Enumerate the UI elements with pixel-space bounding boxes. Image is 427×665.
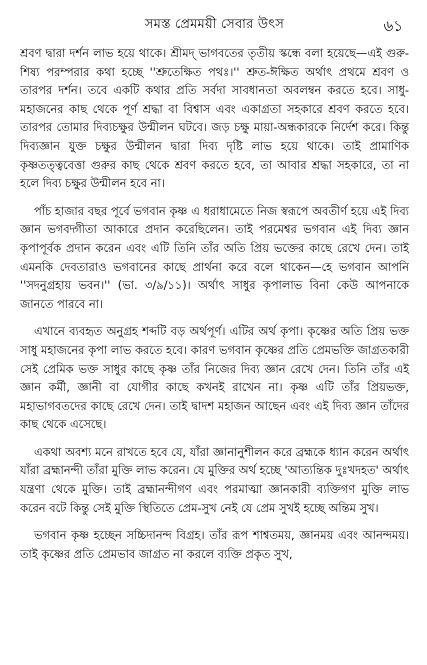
paragraph-5: ভগবান কৃষ্ণ হচ্ছেন সচ্চিদানন্দ বিগ্রহ। তাঁর রূপ শাশ্বতময়, জ্ঞানময় এবং আনন্দময়। তাই কৃষ্ণের প্রতি প্রেমভাব জাগ্রত না করলে ব্যক্তি প্রকৃত সুখ, (20, 528, 409, 561)
page-header (20, 10, 409, 40)
running-title: সমস্ত প্রেমময়ী সেবার উৎস (144, 16, 285, 32)
paragraph-4: একথা অবশ্য মনে রাখতে হবে যে, যাঁরা জ্ঞানানুশীলন করে ব্রহ্মকে ধ্যান করেন অর্থাৎ যাঁরা ব্রহ্মানন্দী তাঁরা মুক্তি লাভ করেন। যে মুক্তির অর্থ হচ্ছে 'আত্যন্তিক দুঃখদহত' অর্থাৎ যন্ত্রণা থেকে মুক্তি। তাই ব্রহ্মানন্দীগণ এবং পরমাত্মা জ্ঞানকারী ব্যক্তিগণ মুক্তি লাভ করেন বটে কিন্তু সেই মুক্তি স্থিতিতে প্রেম-সুখ নেই যে প্রেম সুখই হচ্ছে অন্তিম সুখ। (20, 444, 409, 515)
paragraph-1: শ্রবণ দ্বারা দর্শন লাভ হয়ে থাকে। শ্রীমদ্ ভাগবতের তৃতীয় স্কন্ধে বলা হয়েছে—এই গুরু-শিষ্য পরম্পরার কথা হচ্ছে ''শ্রুতেক্ষিত পথঃ।'' শ্রুত-ঈক্ষিত অর্থাৎ প্রথমে শ্রবণ ও তারপর দর্শন। তবে একটি কথার প্রতি সর্বদা সাবধানতা অবলম্বন করতে হবে। সাধু-মহাজনের কাছ থেকে পূর্ণ শ্রদ্ধা বা বিশ্বাস এবং একাগ্রতা সহকারে শ্রবণ করতে হবে। তারপর তোমার দিব্যচক্ষুর উন্মীলন ঘটবে। জড় চক্ষু মায়া-অন্ধকারকে নির্দেশ করে। কিন্তু দিব্যজ্ঞান যুক্ত চক্ষুর উন্মীলন দ্বারা দিব্য দৃষ্টি লাভ হয়ে থাকে। তাই প্রামাণিক কৃষ্ণতত্ত্ববেত্তা গুরুর কাছ থেকে শ্রবণ করতে হবে, তা আবার শ্রদ্ধা সহকারে, তা না হলে দিব্য চক্ষুর উন্মীলন হবে না। (20, 46, 409, 191)
paragraph-2: পাঁচ হাজার বছর পূর্বে ভগবান কৃষ্ণ এ ধরাধামেতে নিজ স্বরূপে অবতীর্ণ হয়ে এই দিব্য জ্ঞান ভগবদ্গীতা আকারে প্রদান করেছিলেন। তাই পরমেশ্বর ভগবান এই দিব্য জ্ঞান কৃপাপূর্বক প্রদান করেন এবং এটি তিনি তাঁর অতি প্রিয় ভক্তের কাছে রেখে দেন। তাই এমনকি দেবতারাও ভগবানের কাছে প্রার্থনা করে বলে থাকেন—হে ভগবান আপনি ''সদনুগ্রহায় ভবন।'' (ভা. ৩/৯/১১)। অর্থাৎ সাধুর কৃপালাভ বিনা কেউ আপনাকে জানতে পারবে না। (20, 203, 409, 311)
body-text (20, 44, 409, 563)
page-number: ৬১ (383, 17, 403, 35)
paragraph-3: এখানে ব্যবহৃত অনুগ্রহ শব্দটি বড় অর্থপূর্ণ। এটির অর্থ কৃপা। কৃষ্ণের অতি প্রিয় ভক্ত সাধু মহাজনের কৃপা লাভ করতে হবে। কারণ ভগবান কৃষ্ণের প্রতি প্রেমভক্তি জাগ্রতকারী সেই প্রেমিক ভক্ত সাধুর কাছে কৃষ্ণ তাঁর নিজের দিব্য জ্ঞান রেখে দেন। তিনি তাঁর এই জ্ঞান কর্মী, জ্ঞানী বা যোগীর কাছে কখনই রাখেন না। কৃষ্ণ এটি তাঁর প্রিয়ভক্ত, মহাভাগবতদের কাছে রেখে দেন। তাই দ্বাদশ মহাজন আছেন এবং এই দিব্য জ্ঞান তাঁদের কাছ থেকে এসেছে। (20, 324, 409, 432)
